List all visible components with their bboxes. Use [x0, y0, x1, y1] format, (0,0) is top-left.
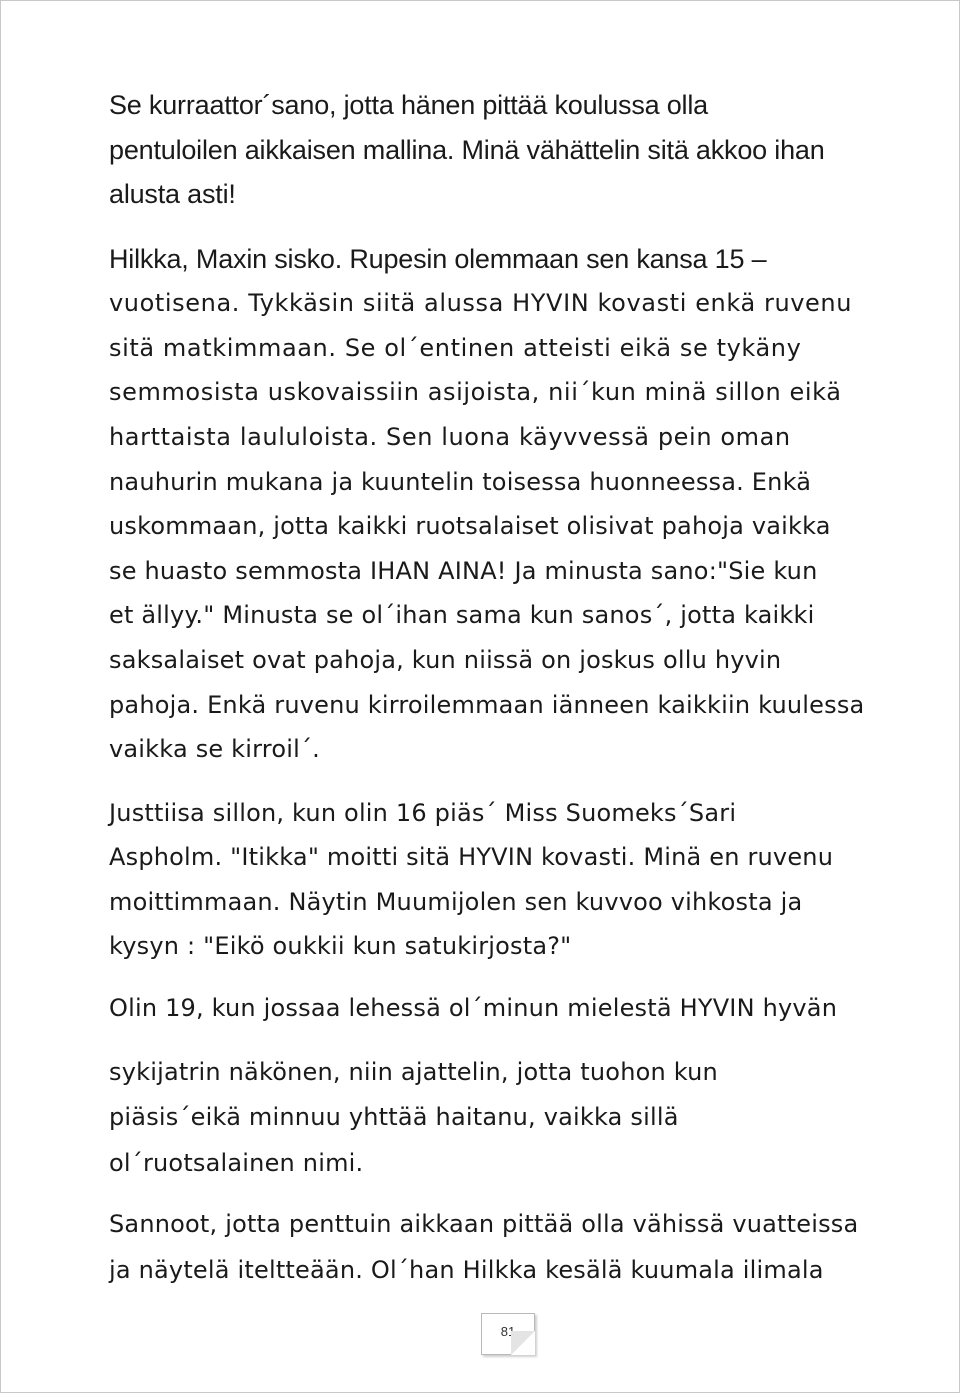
text-line: semmosista uskovaissiin asijoista, nii´kun minä sillon eikä: [109, 378, 842, 406]
text-line: kysyn : "Eikö oukkii kun satukirjosta?": [109, 932, 572, 960]
text-line: Justtiisa sillon, kun olin 16 piäs´ Miss Suomeks´Sari: [109, 799, 737, 827]
text-line: alusta asti!: [109, 179, 236, 209]
text-line: et ällyy." Minusta se ol´ihan sama kun sanos´, jotta kaikki: [109, 601, 815, 629]
text-line: Aspholm. "Itikka" moitti sitä HYVIN kovasti. Minä en ruvenu: [109, 843, 834, 871]
text-line: nauhurin mukana ja kuuntelin toisessa huonneessa. Enkä: [109, 468, 812, 496]
text-line: harttaista laululoista. Sen luona käyvvessä pein oman: [109, 423, 791, 451]
text-line: se huasto semmosta IHAN AINA! Ja minusta sano:"Sie kun: [109, 557, 818, 585]
text-line: moittimmaan. Näytin Muumijolen sen kuvvoo vihkosta ja: [109, 888, 803, 916]
text-line: Se kurraattor´sano, jotta hänen pittää koulussa olla: [109, 90, 708, 120]
text-line: ja näytelä iteltteään. Ol´han Hilkka kesälä kuumala ilimala: [109, 1256, 824, 1284]
text-line: pentuloilen aikkaisen mallina. Minä vähättelin sitä akkoo ihan: [109, 135, 825, 165]
text-line: Sannoot, jotta penttuin aikkaan pittää olla vähissä vuatteissa: [109, 1210, 859, 1238]
page-number-box: [481, 1313, 535, 1355]
text-line: Olin 19, kun jossaa lehessä ol´minun mielestä HYVIN hyvän: [109, 994, 838, 1022]
text-line: ol´ruotsalainen nimi.: [109, 1149, 364, 1177]
text-line: piäsis´eikä minnuu yhttää haitanu, vaikka sillä: [109, 1103, 679, 1131]
text-line: saksalaiset ovat pahoja, kun niissä on joskus ollu hyvin: [109, 646, 782, 674]
text-line: pahoja. Enkä ruvenu kirroilemmaan iänneen kaikkiin kuulessa: [109, 691, 865, 719]
text-line: sitä matkimmaan. Se ol´entinen atteisti eikä se tykäny: [109, 334, 802, 362]
text-line: vuotisena. Tykkäsin siitä alussa HYVIN kovasti enkä ruvenu: [109, 289, 853, 317]
text-line: uskommaan, jotta kaikki ruotsalaiset olisivat pahoja vaikka: [109, 512, 831, 540]
page-number: 81: [500, 1324, 516, 1339]
text-line: vaikka se kirroil´.: [109, 735, 320, 763]
text-line: Hilkka, Maxin sisko. Rupesin olemmaan sen kansa 15 –: [109, 244, 767, 274]
text-line: sykijatrin näkönen, niin ajattelin, jotta tuohon kun: [109, 1058, 718, 1086]
